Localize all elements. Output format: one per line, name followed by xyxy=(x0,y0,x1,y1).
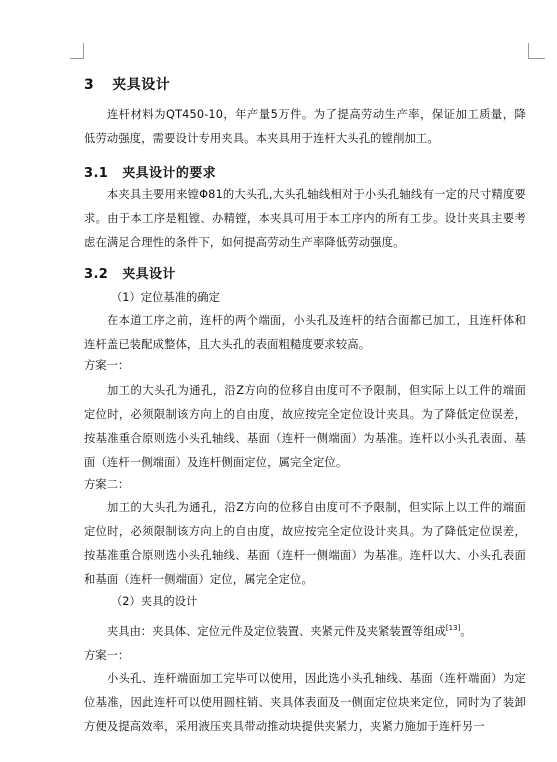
fixture-design-heading: （2）夹具的设计 xyxy=(111,595,198,608)
datum-heading: （1）定位基准的确定 xyxy=(111,291,220,304)
plan-two-block xyxy=(84,496,526,592)
plan-one-label: 方案一： xyxy=(84,359,130,372)
plan-one-paragraph: 加工的大头孔为通孔，沿Z方向的位移自由度可不予限制，但实际上以工件的端面定位时，必须限制该方向上的自由度，故应按完全定位设计夹具。为了降低定位误差，按基准重合原则选小头孔轴线、基面（连杆一侧端面）为基准。连杆以小头孔表面、基面（连杆一侧端面）及连杆侧面定位，属完全定位。 xyxy=(84,384,526,469)
subsection-3-2-heading xyxy=(84,263,526,282)
datum-paragraph: 在本道工序之前，连杆的两个端面，小头孔及连杆的结合面都已加工，且连杆体和连杆盖已装配成整体，且大头孔的表面粗糙度要求较高。 xyxy=(84,314,526,351)
plan-two-label: 方案二： xyxy=(84,478,130,491)
section-title: 夹具设计 xyxy=(112,77,171,93)
fixture-components-text: 夹具由：夹具体、定位元件及定位装置、夹紧元件及夹紧装置等组成 xyxy=(107,625,446,638)
crop-mark-top-right xyxy=(528,43,545,59)
fixture-components-line xyxy=(84,617,549,643)
subsection-3-1-number: 3.1 xyxy=(84,166,109,181)
citation-reference: [13] xyxy=(445,624,461,632)
subsection-3-1-paragraph: 本夹具主要用来镗Φ81的大头孔,大头孔轴线相对于小头孔轴线有一定的尺寸精度要求。由于本工序是粗镗、办精镗，本夹具可用于本工序内的所有工步。设计夹具主要考虑在满足合理性的条件下，如何提高劳动生产率降低劳动强度。 xyxy=(84,188,526,249)
plan-three-label: 方案一： xyxy=(84,649,130,662)
subsection-3-1-block xyxy=(84,183,526,255)
intro-block xyxy=(84,103,526,151)
plan-one-block xyxy=(84,379,526,475)
subsection-3-1-title: 夹具设计的要求 xyxy=(122,166,217,181)
subsection-3-2-number: 3.2 xyxy=(84,267,109,282)
section-number: 3 xyxy=(84,77,95,93)
subsection-3-1-heading xyxy=(84,162,526,181)
plan-three-block xyxy=(84,667,526,739)
intro-paragraph: 连杆材料为QT450-10，年产量5万件。为了提高劳动生产率，保证加工质量，降低劳动强度，需要设计专用夹具。本夹具用于连杆大头孔的镗削加工。 xyxy=(84,108,526,145)
crop-mark-top-left xyxy=(70,43,84,59)
datum-block xyxy=(84,309,526,357)
plan-two-paragraph: 加工的大头孔为通孔，沿Z方向的位移自由度可不予限制，但实际上以工件的端面定位时，必须限制该方向上的自由度，故应按完全定位设计夹具。为了降低定位误差，按基准重合原则选小头孔轴线、基面（连杆一侧端面）为基准。连杆以大、小头孔表面和基面（连杆一侧端面）定位，属完全定位。 xyxy=(84,501,526,586)
subsection-3-2-title: 夹具设计 xyxy=(122,267,176,282)
fixture-components-end: 。 xyxy=(460,625,472,638)
plan-three-paragraph: 小头孔、连杆端面加工完毕可以使用，因此选小头孔轴线、基面（连杆端面）为定位基准，因此连杆可以使用圆柱销、夹具体表面及一侧面定位块来定位，同时为了装卸方便及提高效率，采用液压夹具带动推动块提供夹紧力，夹紧力施加于连杆另一 xyxy=(84,672,526,733)
section-heading xyxy=(84,74,526,94)
